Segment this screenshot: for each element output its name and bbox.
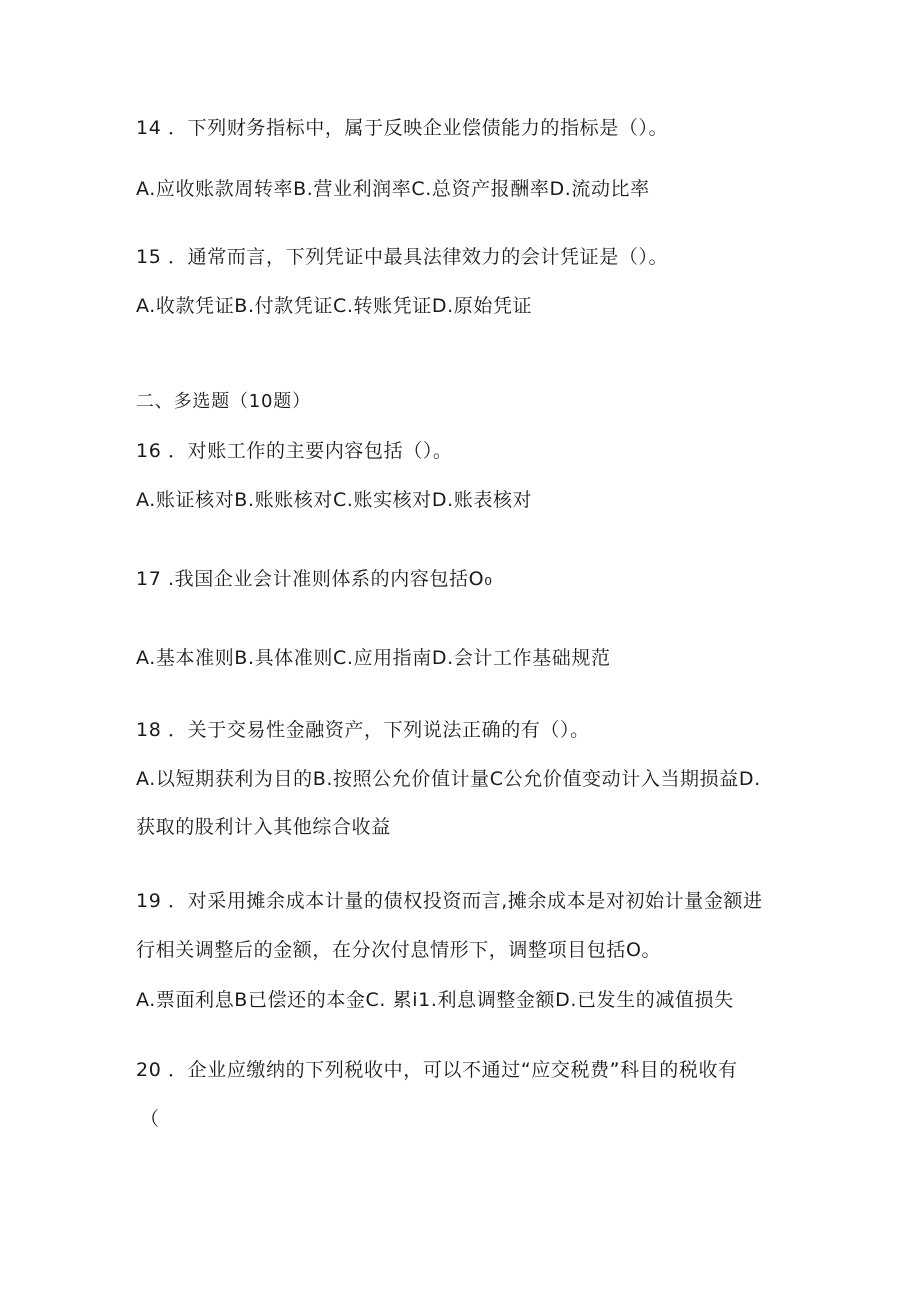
q17-stem: 17 .我国企业会计准则体系的内容包括O₀ [136,568,493,590]
q15-stem: 15 ．通常而言，下列凭证中最具法律效力的会计凭证是（）。 [136,246,669,268]
q19-options: A.票面利息B已偿还的本金C. 累i1.利息调整金额D.已发生的减值损失 [136,989,734,1011]
q18-stem: 18 ．关于交易性金融资产，下列说法正确的有（）。 [136,719,590,741]
q15-options: A.收款凭证B.付款凭证C.转账凭证D.原始凭证 [136,295,533,317]
q16-options: A.账证核对B.账账核对C.账实核对D.账表核对 [136,489,533,511]
q18-options-line1: A.以短期获利为目的B.按照公允价值计量C公允价值变动计入当期损益D. [136,768,761,790]
q19-stem-line2: 行相关调整后的金额，在分次付息情形下，调整项目包括O。 [136,939,662,961]
q16-stem: 16 ．对账工作的主要内容包括（）。 [136,440,453,462]
q20-stem-line1: 20 ．企业应缴纳的下列税收中，可以不通过“应交税费”科目的税收有 [136,1059,738,1081]
q17-options: A.基本准则B.具体准则C.应用指南D.会计工作基础规范 [136,647,611,669]
section-heading-multi-choice: 二、多选题（10题） [136,391,311,412]
q19-stem-line1: 19 ．对采用摊余成本计量的债权投资而言,摊余成本是对初始计量金额进 [136,890,763,912]
q14-options: A.应收账款周转率B.营业利润率C.总资产报酬率D.流动比率 [136,178,650,200]
q18-options-line2: 获取的股利计入其他综合收益 [136,816,391,838]
q14-stem: 14 ．下列财务指标中，属于反映企业偿债能力的指标是（）。 [136,117,669,139]
q20-stem-line2: （ [140,1108,160,1130]
